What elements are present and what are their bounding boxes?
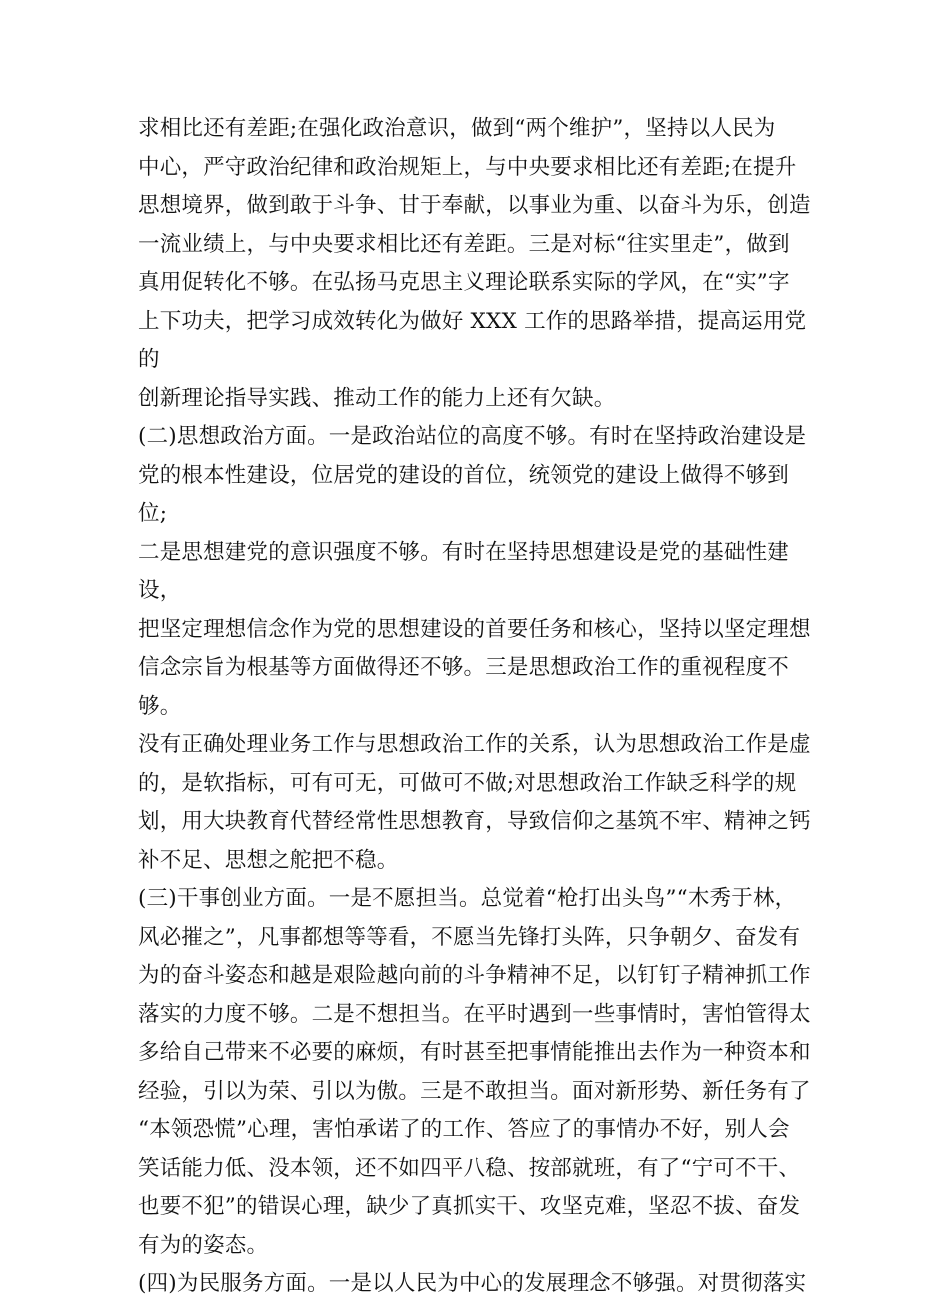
document-page bbox=[138, 110, 818, 1304]
paragraph-3: (三)干事创业方面。一是不愿担当。总觉着“枪打出头鸟”“木秀于林， 风必摧之”，凡事都想等等看，不愿当先锋打头阵，只争朝夕、奋发有 为的奋斗姿态和越是艰险越向前的斗争精神不足，以钉钉子精神抓工作 落实的力度不够。二是不想担当。在平时遇到一些事情时，害怕管得太 多给自己带来不必要的麻烦，有时甚至把事情能推出去作为一种资本和 经验，引以为荣、引以为傲。三是不敢担当。面对新形势、新任务有了 “本领恐慌”心理，害怕承诺了的工作、答应了的事情办不好，别人会 笑话能力低、没本领，还不如四平八稳、按部就班，有了“宁可不干、 也要不犯”的错误心理，缺少了真抓实干、攻坚克难，坚忍不拔、奋发 有为的姿态。 bbox=[138, 886, 811, 1258]
paragraph-2: (二)思想政治方面。一是政治站位的高度不够。有时在坚持政治建设是 党的根本性建设，位居党的建设的首位，统领党的建设上做得不够到位; 二是思想建党的意识强度不够。有时在坚持思想建设是党的基础性建设， 把坚定理想信念作为党的思想建设的首要任务和核心，坚持以坚定理想 信念宗旨为根基等方面做得还不够。三是思想政治工作的重视程度不够。 没有正确处理业务工作与思想政治工作的关系，认为思想政治工作是虚 的，是软指标，可有可无，可做可不做;对思想政治工作缺乏科学的规 划，用大块教育代替经常性思想教育，导致信仰之基筑不牢、精神之钙 补不足、思想之舵把不稳。 bbox=[138, 424, 811, 873]
paragraph-4: (四)为民服务方面。一是以人民为中心的发展理念不够强。对贯彻落实 bbox=[138, 1271, 807, 1296]
paragraph-1: 求相比还有差距;在强化政治意识，做到“两个维护”，坚持以人民为 中心，严守政治纪律和政治规矩上，与中央要求相比还有差距;在提升 思想境界，做到敢于斗争、甘于奉献，以事业为重、以奋斗为乐，创造 一流业绩上，与中央要求相比还有差距。三是对标“往实里走”，做到 真用促转化不够。在弘扬马克思主义理论联系实际的学风，在“实”字 上下功夫，把学习成效转化为做好 XXX 工作的思路举措，提高运用党的 创新理论指导实践、推动工作的能力上还有欠缺。 bbox=[138, 116, 811, 411]
